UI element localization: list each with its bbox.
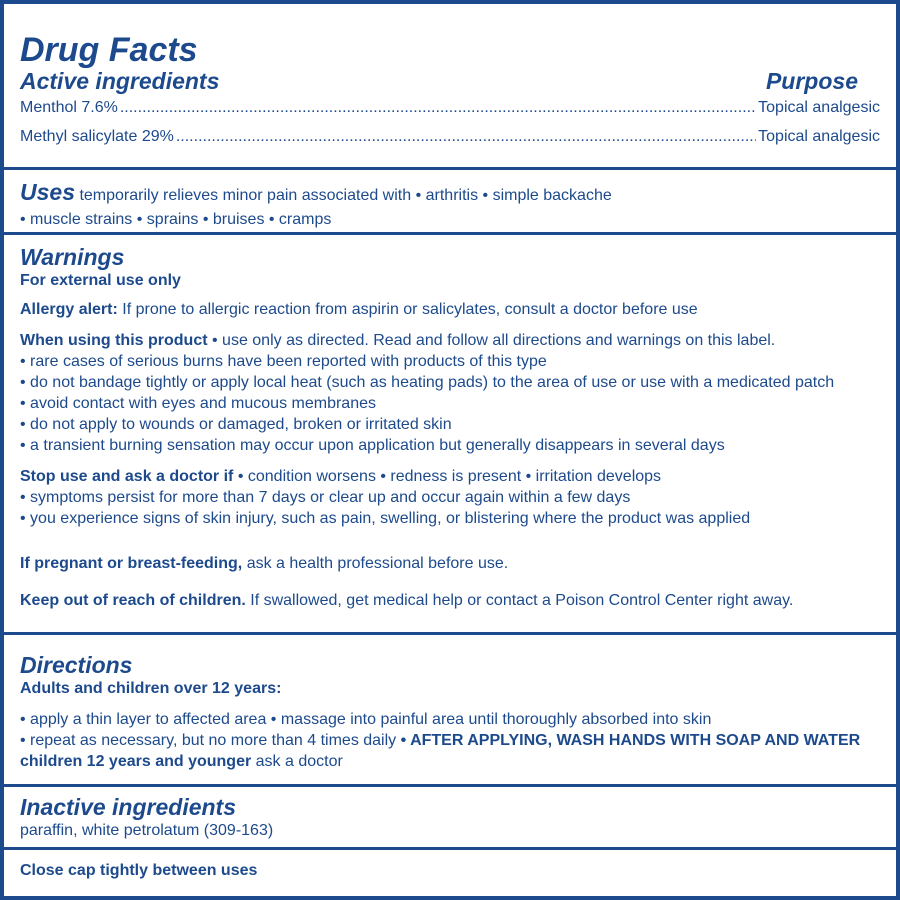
other-info-section bbox=[4, 860, 896, 881]
adults-label: Adults and children over 12 years: bbox=[20, 680, 282, 697]
section-divider bbox=[4, 232, 896, 235]
when-text: • use only as directed. Read and follow all directions and warnings on this label. bbox=[207, 332, 776, 349]
children-text: ask a doctor bbox=[251, 753, 343, 770]
allergy-label: Allergy alert: bbox=[20, 301, 118, 318]
ingredient-purpose: Topical analgesic bbox=[758, 99, 880, 116]
warning-bullet: • avoid contact with eyes and mucous membranes bbox=[20, 395, 376, 412]
warning-bullet: • do not apply to wounds or damaged, broken or irritated skin bbox=[20, 416, 452, 433]
warning-bullet: • a transient burning sensation may occur upon application but generally disappears in several days bbox=[20, 437, 725, 454]
uses-heading: Uses bbox=[20, 179, 75, 205]
section-divider bbox=[4, 784, 896, 787]
directions-heading: Directions bbox=[20, 652, 133, 678]
allergy-text: If prone to allergic reaction from aspirin or salicylates, consult a doctor before use bbox=[122, 301, 698, 318]
ingredient-name: Menthol 7.6% bbox=[20, 99, 118, 116]
stop-text: • condition worsens • redness is present • irritation develops bbox=[233, 468, 662, 485]
active-ingredients-heading: Active ingredients bbox=[20, 68, 220, 94]
warning-bullet: • rare cases of serious burns have been reported with products of this type bbox=[20, 353, 547, 370]
wash-hands-warning: • AFTER APPLYING, WASH HANDS WITH SOAP AND WATER bbox=[396, 732, 861, 749]
children-label: children 12 years and younger bbox=[20, 753, 252, 770]
warnings-section bbox=[4, 244, 896, 611]
ingredient-name: Methyl salicylate 29% bbox=[20, 128, 174, 145]
active-header-row bbox=[20, 68, 880, 94]
stop-label: Stop use and ask a doctor if bbox=[20, 468, 234, 485]
external-use-label: For external use only bbox=[20, 272, 181, 289]
directions-line-2 bbox=[20, 730, 880, 751]
warning-bullet: • do not bandage tightly or apply local heat (such as heating pads) to the area of use or use with a medicated patch bbox=[20, 374, 835, 391]
section-divider bbox=[4, 847, 896, 850]
stop-bullet: • you experience signs of skin injury, such as pain, swelling, or blistering where the product was applied bbox=[20, 510, 751, 527]
inactive-section bbox=[4, 794, 896, 841]
pregnancy-warning bbox=[20, 553, 880, 574]
allergy-alert bbox=[20, 299, 880, 320]
uses-text: temporarily relieves minor pain associated with • arthritis • simple backache bbox=[79, 187, 612, 204]
uses-line-2: • muscle strains • sprains • bruises • cramps bbox=[20, 211, 332, 228]
close-cap-text: Close cap tightly between uses bbox=[20, 862, 258, 879]
leader-dots bbox=[176, 125, 756, 149]
section-divider bbox=[4, 632, 896, 635]
ingredient-row bbox=[20, 96, 880, 120]
directions-section bbox=[4, 652, 896, 772]
leader-dots bbox=[120, 96, 756, 120]
directions-repeat: • repeat as necessary, but no more than 4 times daily bbox=[20, 732, 397, 749]
when-using bbox=[20, 330, 880, 351]
ingredient-purpose: Topical analgesic bbox=[758, 128, 880, 145]
inactive-heading: Inactive ingredients bbox=[20, 794, 237, 820]
stop-bullet: • symptoms persist for more than 7 days or clear up and occur again within a few days bbox=[20, 489, 631, 506]
ingredient-row bbox=[20, 125, 880, 149]
pregnant-label: If pregnant or breast-feeding, bbox=[20, 555, 243, 572]
uses-line-1 bbox=[20, 179, 880, 209]
directions-line-1: • apply a thin layer to affected area • massage into painful area until thoroughly absorbed into skin bbox=[20, 711, 712, 728]
uses-section bbox=[4, 179, 896, 230]
keep-label: Keep out of reach of children. bbox=[20, 592, 246, 609]
keep-text: If swallowed, get medical help or contact a Poison Control Center right away. bbox=[245, 592, 794, 609]
warnings-heading: Warnings bbox=[20, 244, 125, 270]
children-directions bbox=[20, 751, 880, 772]
keep-out-of-reach bbox=[20, 590, 880, 611]
page-title: Drug Facts bbox=[20, 31, 198, 69]
section-divider bbox=[4, 167, 896, 170]
inactive-text: paraffin, white petrolatum (309-163) bbox=[20, 822, 274, 839]
active-ingredients-section bbox=[4, 32, 896, 149]
pregnant-text: ask a health professional before use. bbox=[242, 555, 509, 572]
stop-use bbox=[20, 466, 880, 487]
when-label: When using this product bbox=[20, 332, 208, 349]
purpose-heading: Purpose bbox=[765, 68, 858, 94]
